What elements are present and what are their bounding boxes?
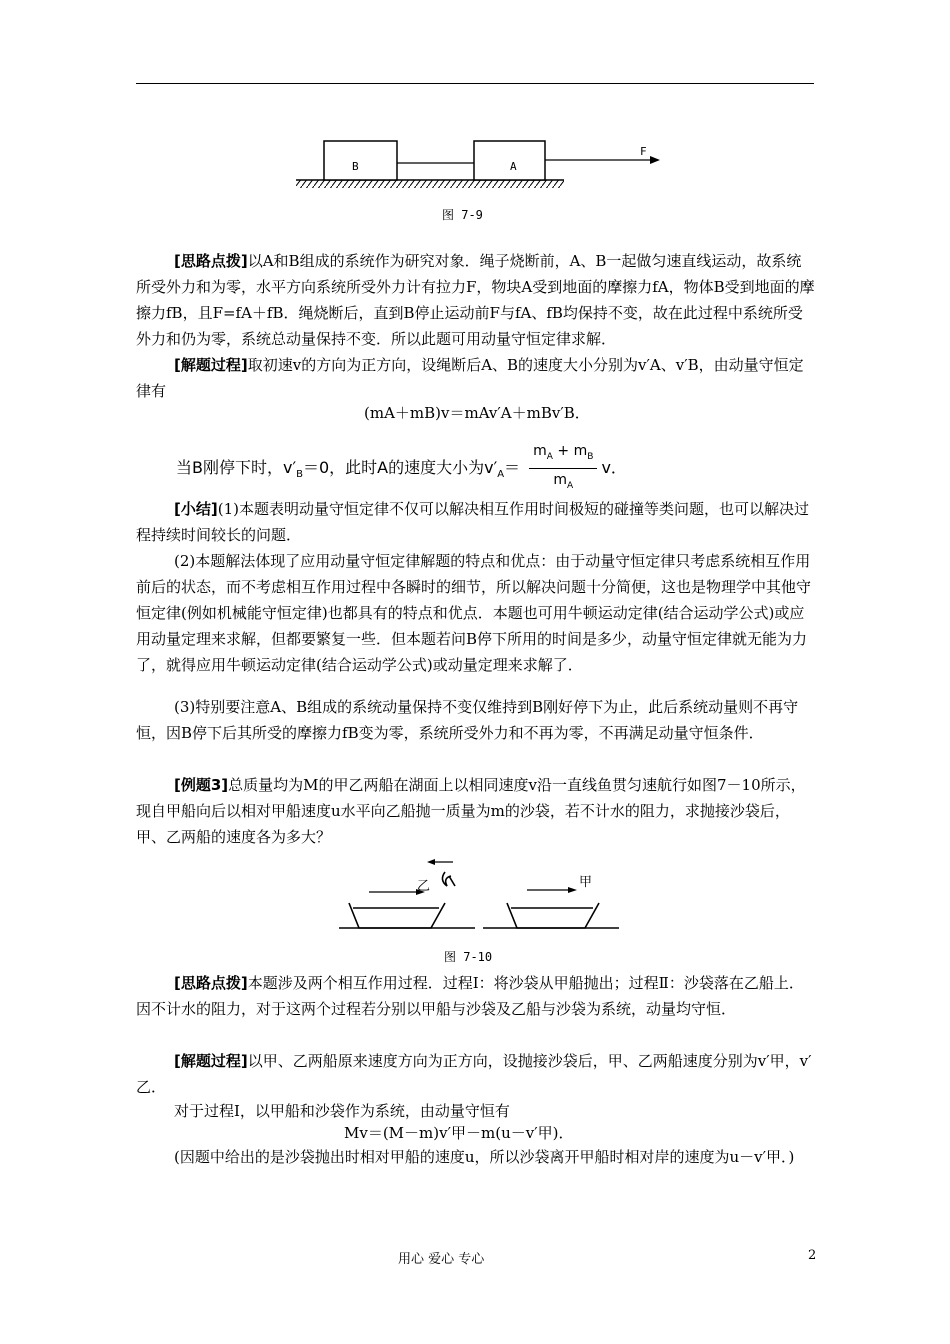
paragraph-process-1: 对于过程Ⅰ，以甲船和沙袋作为系统，由动量守恒有 <box>174 1102 510 1120</box>
boat-jia <box>507 903 599 928</box>
block-b-label: B <box>352 160 359 173</box>
equation-momentum-2: Mv＝(M－m)v′甲－m(u－v′甲)． <box>344 1124 574 1142</box>
fraction: $\frac{m_A + m_B}{m_A}$ <box>529 440 597 497</box>
block-a-label: A <box>510 160 517 173</box>
paragraph-thinking-1: [思路点拨]以A和B组成的系统作为研究对象．绳子烧断前，A、B一起做匀速直线运动，故系统所受外力和为零，水平方向系统所受外力计有拉力F，物块A受到地面的摩擦力fA，物体B受到地面的摩擦力fB，且F=fA＋fB．绳烧断后，直到B停止运动前F与fA、fB均保持不变，故在此过程中系统所受外力和仍为零，系统总动量保持不变．所以此题可用动量守恒定律求解． <box>136 252 815 348</box>
jia-arrowhead <box>568 887 577 893</box>
equation-velocity-a: 当B刚停下时，$v'_B=0$，此时A的速度大小为$v'_A=$ $\frac{m_A + m_B}{m_A}$ v． <box>176 440 627 497</box>
paragraph-summary-2: (2)本题解法体现了应用动量守恒定律解题的特点和优点：由于动量守恒定律只考虑系统相互作用前后的状态，而不考虑相互作用过程中各瞬时的细节，所以解决问题十分简便，这也是物理学中其他守恒定律(例如机械能守恒定律)也都具有的特点和优点．本题也可用牛顿运动定律(结合运动学公式)或应用动量定理来求解，但都要繁复一些．但本题若问B停下所用的时间是多少，动量守恒定律就无能为力了，就得应用牛顿运动定律(结合运动学公式)或动量定理来求解了． <box>136 552 812 674</box>
label-solution-2: [解题过程] <box>174 1052 248 1070</box>
figure-7-9 <box>290 130 670 190</box>
ground-hatch <box>296 180 564 188</box>
paragraph-solution-1: [解题过程]取初速v的方向为正方向，设绳断后A、B的速度大小分别为v′A、v′B，由动量守恒定律有 <box>136 356 804 400</box>
label-thinking-2: [思路点拨] <box>174 974 248 992</box>
paragraph-summary-3: (3)特别要注意A、B组成的系统动量保持不变仅维持到B刚好停下为止，此后系统动量则不再守恒，因B停下后其所受的摩擦力fB变为零，系统所受外力和不再为零，不再满足动量守恒条件． <box>136 698 799 742</box>
paragraph-example-3: [例题3]总质量均为M的甲乙两船在湖面上以相同速度v沿一直线鱼贯匀速航行如图7－10所示，现自甲船向后以相对甲船速度u水平向乙船抛一质量为m的沙袋，若不计水的阻力，求抛接沙袋后，甲、乙两船的速度各为多大？ <box>136 776 806 846</box>
paragraph-note: (因题中给出的是沙袋抛出时相对甲船的速度u，所以沙袋离开甲船时相对岸的速度为u－v′甲．) <box>174 1148 795 1166</box>
boat-yi <box>349 903 445 928</box>
figure-7-9-caption: 图 7-9 <box>442 208 483 222</box>
figure-7-10 <box>335 852 625 934</box>
force-label: F <box>640 145 647 158</box>
paragraph-solution-2: [解题过程]以甲、乙两船原来速度方向为正方向，设抛接沙袋后，甲、乙两船速度分别为v′甲，v′乙． <box>136 1052 812 1096</box>
footer-motto: 用心 爱心 专心 <box>398 1252 485 1267</box>
boat-yi-label: 乙 <box>417 879 431 894</box>
label-example-3: [例题3] <box>174 776 229 794</box>
sandbag-arrowhead <box>427 859 435 865</box>
force-arrowhead <box>650 156 660 164</box>
boat-jia-label: 甲 <box>579 875 593 890</box>
page-number: 2 <box>808 1248 817 1263</box>
label-solution-1: [解题过程] <box>174 356 248 374</box>
label-thinking-1: [思路点拨] <box>174 252 248 270</box>
block-b <box>324 141 397 180</box>
sandbag-icon <box>442 872 455 886</box>
figure-7-10-caption: 图 7-10 <box>444 950 493 964</box>
label-summary: [小结] <box>174 500 218 518</box>
equation-momentum-1: (mA＋mB)v＝mAv′A＋mBv′B． <box>364 404 590 422</box>
header-rule <box>136 83 814 84</box>
paragraph-summary-1: [小结](1)本题表明动量守恒定律不仅可以解决相互作用时间极短的碰撞等类问题，也可以解决过程持续时间较长的问题． <box>136 500 809 544</box>
paragraph-thinking-2: [思路点拨]本题涉及两个相互作用过程．过程Ⅰ：将沙袋从甲船抛出；过程Ⅱ：沙袋落在乙船上．因不计水的阻力，对于这两个过程若分别以甲船与沙袋及乙船与沙袋为系统，动量均守恒． <box>136 974 804 1018</box>
